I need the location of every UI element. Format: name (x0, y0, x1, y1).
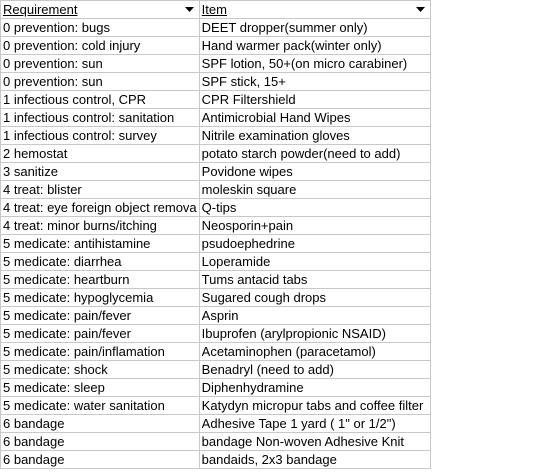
cell-text: DEET dropper(summer only) (201, 20, 368, 35)
cell-text: Diphenhydramine (201, 380, 304, 395)
cell-requirement[interactable] (1, 325, 200, 343)
cell-text: SPF stick, 15+ (201, 74, 286, 89)
cell-item[interactable] (199, 289, 430, 307)
cell-requirement[interactable] (1, 145, 200, 163)
table-row (1, 361, 431, 379)
cell-requirement[interactable] (1, 199, 200, 217)
cell-requirement[interactable] (1, 271, 200, 289)
cell-item[interactable] (199, 271, 430, 289)
cell-text: 6 bandage (3, 416, 65, 431)
cell-requirement[interactable] (1, 415, 200, 433)
table-row (1, 235, 431, 253)
cell-text: Ibuprofen (arylpropionic NSAID) (201, 326, 386, 341)
cell-requirement[interactable] (1, 451, 200, 469)
cell-item[interactable] (199, 325, 430, 343)
cell-text: 4 treat: blister (3, 182, 82, 197)
cell-text: bandage Non-woven Adhesive Knit (201, 434, 405, 449)
column-header-requirement (1, 1, 200, 19)
table-row (1, 217, 431, 235)
cell-requirement[interactable] (1, 163, 200, 181)
cell-text: 0 prevention: bugs (3, 20, 110, 35)
table-row (1, 343, 431, 361)
cell-item[interactable] (199, 415, 430, 433)
table-row (1, 397, 431, 415)
cell-item[interactable] (199, 55, 430, 73)
table-row (1, 127, 431, 145)
table-row (1, 19, 431, 37)
cell-text: bandaids, 2x3 bandage (201, 452, 337, 467)
cell-text: 6 bandage (3, 452, 65, 467)
cell-requirement[interactable] (1, 55, 200, 73)
cell-item[interactable] (199, 307, 430, 325)
table-row (1, 145, 431, 163)
cell-item[interactable] (199, 19, 430, 37)
column-header-label: Item (201, 2, 227, 17)
cell-text: 6 bandage (3, 434, 65, 449)
cell-requirement[interactable] (1, 379, 200, 397)
cell-text: 2 hemostat (3, 146, 68, 161)
cell-text: Sugared cough drops (201, 290, 326, 305)
cell-text: Povidone wipes (201, 164, 293, 179)
cell-text: Antimicrobial Hand Wipes (201, 110, 351, 125)
header-row (1, 1, 431, 19)
table-row (1, 253, 431, 271)
cell-requirement[interactable] (1, 73, 200, 91)
cell-item[interactable] (199, 451, 430, 469)
cell-text: Hand warmer pack(winter only) (201, 38, 382, 53)
cell-item[interactable] (199, 127, 430, 145)
cell-text: 5 medicate: heartburn (3, 272, 130, 287)
table-row (1, 181, 431, 199)
table-row (1, 163, 431, 181)
column-header-item (199, 1, 430, 19)
cell-requirement[interactable] (1, 307, 200, 325)
cell-item[interactable] (199, 397, 430, 415)
table-row (1, 37, 431, 55)
cell-text: 1 infectious control: survey (3, 128, 157, 143)
cell-requirement[interactable] (1, 19, 200, 37)
cell-text: CPR Filtershield (201, 92, 296, 107)
cell-requirement[interactable] (1, 37, 200, 55)
table-row (1, 433, 431, 451)
column-header-label: Requirement (3, 2, 78, 17)
cell-requirement[interactable] (1, 127, 200, 145)
table-row (1, 73, 431, 91)
cell-item[interactable] (199, 199, 430, 217)
cell-text: 1 infectious control: sanitation (3, 110, 175, 125)
cell-text: 0 prevention: sun (3, 74, 103, 89)
cell-requirement[interactable] (1, 217, 200, 235)
cell-text: Katydyn micropur tabs and coffee filter (201, 398, 424, 413)
cell-item[interactable] (199, 163, 430, 181)
cell-requirement[interactable] (1, 433, 200, 451)
cell-text: Loperamide (201, 254, 271, 269)
cell-requirement[interactable] (1, 343, 200, 361)
cell-text: Tums antacid tabs (201, 272, 308, 287)
cell-text: Benadryl (need to add) (201, 362, 334, 377)
chevron-down-icon[interactable] (414, 3, 428, 17)
table-row (1, 91, 431, 109)
cell-text: 5 medicate: pain/fever (3, 308, 131, 323)
table-row (1, 55, 431, 73)
cell-text: 4 treat: eye foreign object remova (3, 200, 197, 215)
cell-text: Q-tips (201, 200, 237, 215)
chevron-down-icon[interactable] (183, 3, 197, 17)
table-row (1, 325, 431, 343)
cell-item[interactable] (199, 145, 430, 163)
cell-item[interactable] (199, 37, 430, 55)
cell-text: 5 medicate: shock (3, 362, 108, 377)
cell-text: 5 medicate: diarrhea (3, 254, 122, 269)
cell-text: potato starch powder(need to add) (201, 146, 401, 161)
cell-item[interactable] (199, 379, 430, 397)
cell-text: 5 medicate: water sanitation (3, 398, 165, 413)
cell-text: 3 sanitize (3, 164, 58, 179)
cell-text: 5 medicate: pain/fever (3, 326, 131, 341)
cell-requirement[interactable] (1, 91, 200, 109)
cell-item[interactable] (199, 343, 430, 361)
cell-text: Acetaminophen (paracetamol) (201, 344, 376, 359)
cell-item[interactable] (199, 73, 430, 91)
cell-requirement[interactable] (1, 361, 200, 379)
cell-text: Asprin (201, 308, 239, 323)
cell-item[interactable] (199, 109, 430, 127)
cell-requirement[interactable] (1, 109, 200, 127)
cell-item[interactable] (199, 433, 430, 451)
cell-requirement[interactable] (1, 289, 200, 307)
cell-requirement[interactable] (1, 235, 200, 253)
cell-text: 5 medicate: hypoglycemia (3, 290, 154, 305)
cell-text: psudoephedrine (201, 236, 295, 251)
cell-item[interactable] (199, 181, 430, 199)
table-row (1, 271, 431, 289)
cell-requirement[interactable] (1, 253, 200, 271)
cell-text: 0 prevention: cold injury (3, 38, 141, 53)
cell-text: Neosporin+pain (201, 218, 294, 233)
table-row (1, 289, 431, 307)
cell-text: 5 medicate: antihistamine (3, 236, 151, 251)
cell-item[interactable] (199, 361, 430, 379)
table-row (1, 307, 431, 325)
cell-text: 5 medicate: pain/inflamation (3, 344, 165, 359)
cell-text: 0 prevention: sun (3, 56, 103, 71)
cell-item[interactable] (199, 235, 430, 253)
table-row (1, 199, 431, 217)
cell-text: Nitrile examination gloves (201, 128, 350, 143)
cell-item[interactable] (199, 217, 430, 235)
cell-text: 1 infectious control, CPR (3, 92, 147, 107)
cell-text: 5 medicate: sleep (3, 380, 105, 395)
cell-text: SPF lotion, 50+(on micro carabiner) (201, 56, 408, 71)
cell-requirement[interactable] (1, 181, 200, 199)
cell-item[interactable] (199, 91, 430, 109)
cell-text: Adhesive Tape 1 yard ( 1" or 1/2") (201, 416, 396, 431)
table-row (1, 379, 431, 397)
table-row (1, 109, 431, 127)
table-row (1, 451, 431, 469)
table-row (1, 415, 431, 433)
cell-text: moleskin square (201, 182, 297, 197)
cell-text: 4 treat: minor burns/itching (3, 218, 157, 233)
cell-requirement[interactable] (1, 397, 200, 415)
cell-item[interactable] (199, 253, 430, 271)
